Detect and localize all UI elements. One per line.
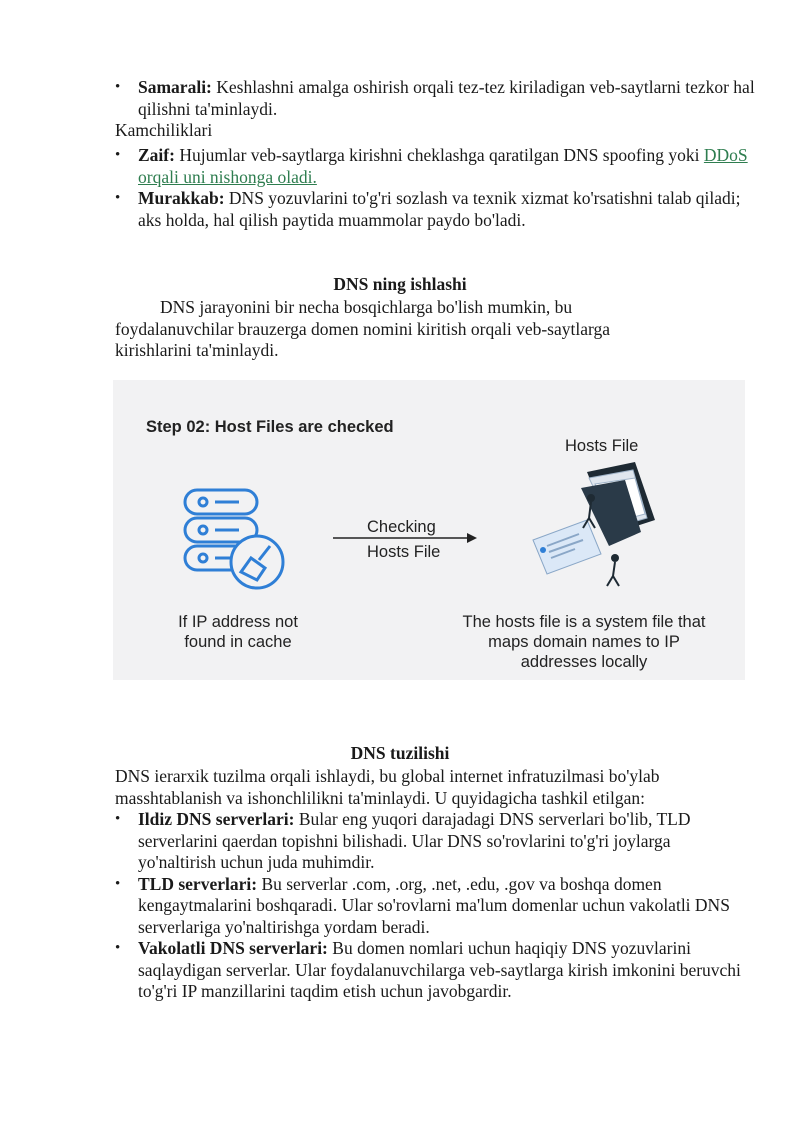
pros-list-tail — [115, 77, 755, 120]
list-item-term: Murakkab: — [138, 188, 225, 208]
section-paragraph: DNS jarayonini bir necha bosqichlarga bo'lish mumkin, bu foydalanuvchilar brauzerga domen nomini kiritish orqali veb-saytlarga kirishlarini ta'minlaydi. — [115, 297, 611, 360]
broom-icon — [231, 536, 283, 588]
right-caption-line-1: The hosts file is a system file that — [462, 613, 706, 631]
figure-title: Step 02: Host Files are checked — [146, 418, 394, 436]
section-heading-dns-structure: DNS tuzilishi — [350, 743, 450, 763]
list-item-term: Samarali: — [138, 77, 212, 97]
database-server-icon — [175, 484, 293, 594]
list-item — [115, 145, 755, 188]
arrow-label-2: Hosts File — [367, 543, 441, 561]
ddos-link[interactable]: DDoS orqali uni nishonga oladi. — [138, 145, 748, 187]
list-item-term: Zaif: — [138, 145, 175, 165]
folder-documents-icon — [517, 462, 667, 590]
list-item-text: Bu domen nomlari uchun haqiqiy DNS yozuvlarini saqlaydigan serverlar. Ular foydalanuvchilarga veb-saytlarga kirish imkonini beruvchi to'g'ri IP manzillarini taqdim etish uchun javobgardir. — [138, 938, 741, 1001]
list-item-text: Keshlashni amalga oshirish orqali tez-tez kiriladigan veb-saytlarni tezkor hal qilishni ta'minlaydi. — [138, 77, 755, 119]
list-item-term: Ildiz DNS serverlari: — [138, 809, 295, 829]
hosts-file-label: Hosts File — [565, 437, 639, 455]
dns-step-figure — [113, 380, 745, 680]
list-item — [115, 809, 745, 874]
list-item-text: Bular eng yuqori darajadagi DNS serverlari bo'lib, TLD serverlarini qaerdan topishni bilishadi. Ular DNS so'rovlarini to'g'ri joylarga yo'naltirish uchun juda muhimdir. — [138, 809, 691, 872]
left-caption — [153, 612, 323, 652]
list-item — [115, 77, 755, 120]
document-card — [533, 520, 601, 574]
list-item — [115, 874, 745, 939]
list-item-text: Bu serverlar .com, .org, .net, .edu, .gov va boshqa domen kengaytmalarini boshqaradi. Ular so'rovlarni ma'lum domenlar uchun vakolatli DNS serverlariga yo'naltirishga yordam beradi. — [138, 873, 730, 937]
list-item-term: TLD serverlari: — [138, 873, 258, 894]
right-caption — [443, 612, 725, 672]
dns-structure-list — [115, 809, 745, 1003]
list-item-text: DNS yozuvlarini to'g'ri sozlash va texnik xizmat ko'rsatishni talab qiladi; aks holda, hal qilish paytida muammolar paydo bo'ladi. — [138, 188, 741, 230]
section-paragraph: DNS ierarxik tuzilma orqali ishlaydi, bu global internet infratuzilmasi bo'ylab masshtablanish va ishonchlilikni ta'minlaydi. U quyidagicha tashkil etilgan: — [115, 766, 660, 808]
left-caption-line-1: If IP address not — [178, 613, 298, 631]
right-caption-line-2: maps domain names to IP — [488, 633, 680, 651]
section-heading-dns-working: DNS ning ishlashi — [333, 274, 467, 294]
right-caption-line-3: addresses locally — [520, 653, 648, 671]
cons-label: Kamchiliklari — [115, 120, 213, 140]
list-item — [115, 938, 745, 1003]
list-item-term: Vakolatli DNS serverlari: — [138, 938, 328, 958]
arrow-label-1: Checking — [367, 518, 436, 536]
list-item — [115, 188, 755, 231]
cons-list — [115, 145, 755, 231]
left-caption-line-2: found in cache — [184, 633, 292, 651]
list-item-text: Hujumlar veb-saytlarga kirishni cheklashga qaratilgan DNS spoofing yoki — [174, 145, 704, 165]
